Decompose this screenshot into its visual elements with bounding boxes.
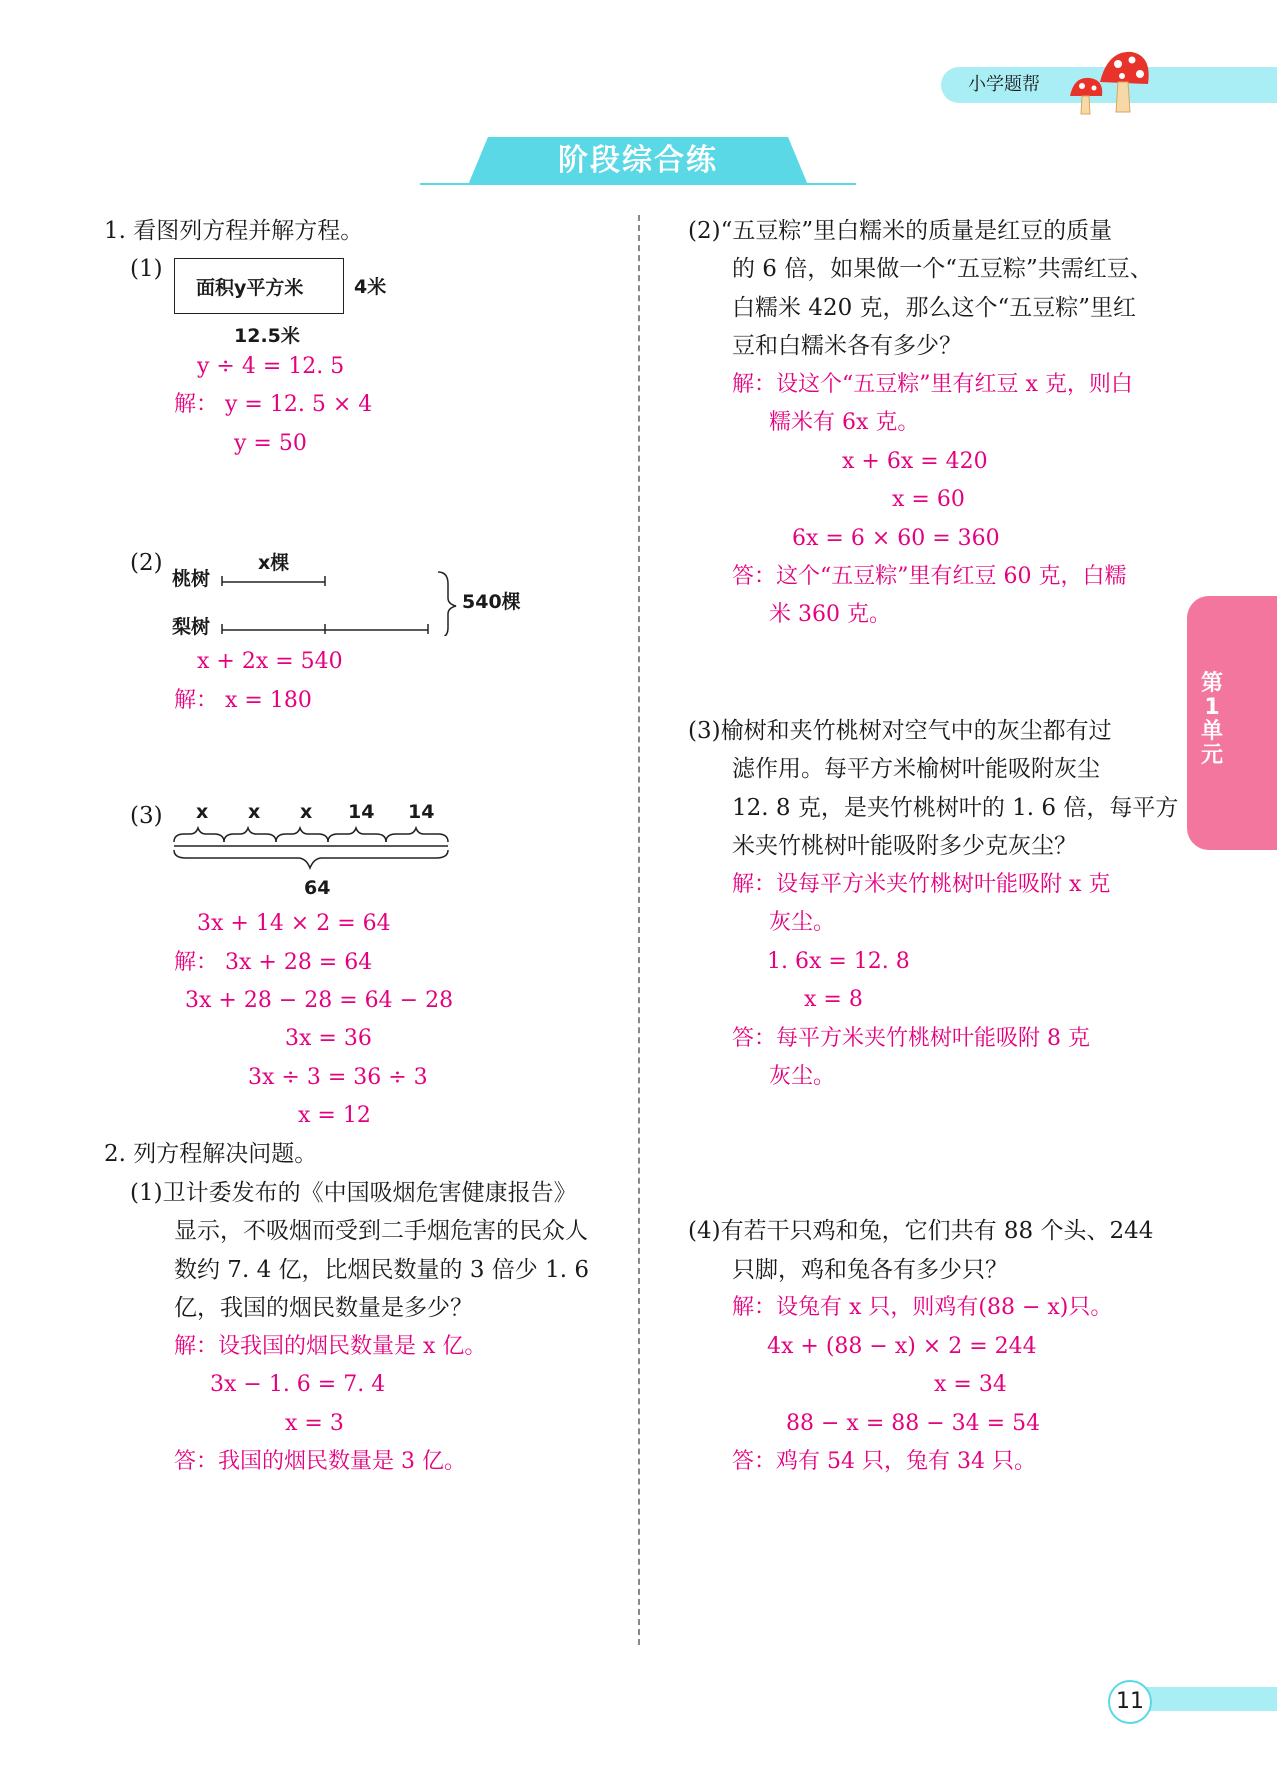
question-line: (2)“五豆粽”里白糯米的质量是红豆的质量 (688, 218, 1113, 244)
bottom-length-label: 12.5米 (234, 325, 300, 347)
answer-line: 答：我国的烟民数量是 3 亿。 (174, 1449, 466, 1474)
answer-line: 解： 3x + 28 = 64 (174, 950, 373, 975)
answer-line: 4x + (88 − x) × 2 = 244 (767, 1334, 1037, 1359)
q1-p3-number: (3) (130, 803, 163, 829)
answer-line: 3x ÷ 3 = 36 ÷ 3 (248, 1065, 428, 1090)
answer-line: 解： x = 180 (174, 688, 312, 713)
answer-line: x + 6x = 420 (842, 449, 988, 474)
answer-line: 3x + 28 − 28 = 64 − 28 (185, 988, 454, 1013)
question-line: (4)有若干只鸡和兔，它们共有 88 个头、244 (688, 1218, 1154, 1244)
answer-line: 灰尘。 (769, 1064, 836, 1089)
q2-heading: 2. 列方程解决问题。 (104, 1141, 318, 1167)
answer-line: 1. 6x = 12. 8 (767, 949, 910, 974)
answer-line: x + 2x = 540 (197, 649, 343, 674)
answer-line: x = 60 (892, 487, 965, 512)
question-line: 米夹竹桃树叶能吸附多少克灰尘？ (732, 833, 1077, 859)
question-line: (1)卫计委发布的《中国吸烟危害健康报告》 (130, 1180, 577, 1206)
q1-heading: 1. 看图列方程并解方程。 (104, 218, 364, 244)
question-line: 只脚，鸡和兔各有多少只？ (732, 1257, 1008, 1283)
answer-line: 解： y = 12. 5 × 4 (174, 392, 373, 417)
answer-line: 解：设我国的烟民数量是 x 亿。 (174, 1334, 487, 1359)
brand-name: 小学题帮 (968, 74, 1040, 95)
page-title: 阶段综合练 (558, 143, 718, 178)
answer-line: 6x = 6 × 60 = 360 (792, 526, 1000, 551)
side-length-label: 4米 (354, 276, 387, 298)
q1-p1-number: (1) (130, 256, 163, 282)
question-line: 白糯米 420 克，那么这个“五豆粽”里红 (732, 295, 1137, 321)
answer-line: x = 12 (298, 1103, 371, 1128)
answer-line: 解：设每平方米夹竹桃树叶能吸附 x 克 (732, 872, 1111, 897)
answer-line: 灰尘。 (769, 910, 836, 935)
peach-tree-label: 桃树 (172, 568, 211, 590)
question-line: 显示，不吸烟而受到二手烟危害的民众人 (174, 1218, 588, 1244)
mushroom-icon (1060, 44, 1150, 116)
answer-line: x = 34 (934, 1372, 1007, 1397)
question-line: 12. 8 克，是夹竹桃树叶的 1. 6 倍，每平方 (732, 795, 1179, 821)
answer-line: 解：设这个“五豆粽”里有红豆 x 克，则白 (732, 372, 1133, 397)
answer-line: 88 − x = 88 − 34 = 54 (786, 1411, 1041, 1436)
question-line: 亿，我国的烟民数量是多少？ (174, 1295, 473, 1321)
answer-line: 答：鸡有 54 只，兔有 34 只。 (732, 1449, 1036, 1474)
answer-line: 米 360 克。 (769, 602, 891, 627)
answer-line: 糯米有 6x 克。 (769, 410, 920, 435)
x-trees-label: x棵 (258, 552, 290, 574)
q1-p2-number: (2) (130, 550, 163, 576)
segment-braces-diagram (172, 826, 456, 872)
page-number: 11 (1108, 1680, 1152, 1724)
tree-segment-diagram (220, 560, 460, 636)
answer-line: x = 3 (285, 1411, 344, 1436)
part-label: x (300, 801, 313, 823)
part-label: x (248, 801, 261, 823)
answer-line: 解：设兔有 x 只，则鸡有(88 − x)只。 (732, 1295, 1113, 1320)
unit-label: 第1单元 (1200, 671, 1223, 768)
answer-line: 答：这个“五豆粽”里有红豆 60 克，白糯 (732, 564, 1127, 589)
question-line: 的 6 倍，如果做一个“五豆粽”共需红豆、 (732, 256, 1153, 282)
question-line: 数约 7. 4 亿，比烟民数量的 3 倍少 1. 6 (174, 1257, 589, 1283)
pear-tree-label: 梨树 (172, 616, 211, 638)
total-trees-label: 540棵 (462, 591, 521, 613)
answer-line: 3x − 1. 6 = 7. 4 (210, 1372, 386, 1397)
part-label: 14 (408, 801, 435, 823)
answer-line: x = 8 (804, 987, 863, 1012)
answer-line: y = 50 (234, 431, 307, 456)
question-line: 滤作用。每平方米榆树叶能吸附灰尘 (732, 756, 1100, 782)
column-divider (638, 215, 640, 1645)
part-label: x (196, 801, 209, 823)
total-label: 64 (304, 877, 331, 899)
answer-line: 3x + 14 × 2 = 64 (197, 911, 391, 936)
part-label: 14 (348, 801, 375, 823)
area-label: 面积y平方米 (196, 277, 304, 299)
question-line: (3)榆树和夹竹桃树对空气中的灰尘都有过 (688, 718, 1112, 744)
answer-line: y ÷ 4 = 12. 5 (197, 354, 345, 379)
question-line: 豆和白糯米各有多少？ (732, 333, 962, 359)
answer-line: 3x = 36 (285, 1026, 372, 1051)
answer-line: 答：每平方米夹竹桃树叶能吸附 8 克 (732, 1026, 1090, 1051)
